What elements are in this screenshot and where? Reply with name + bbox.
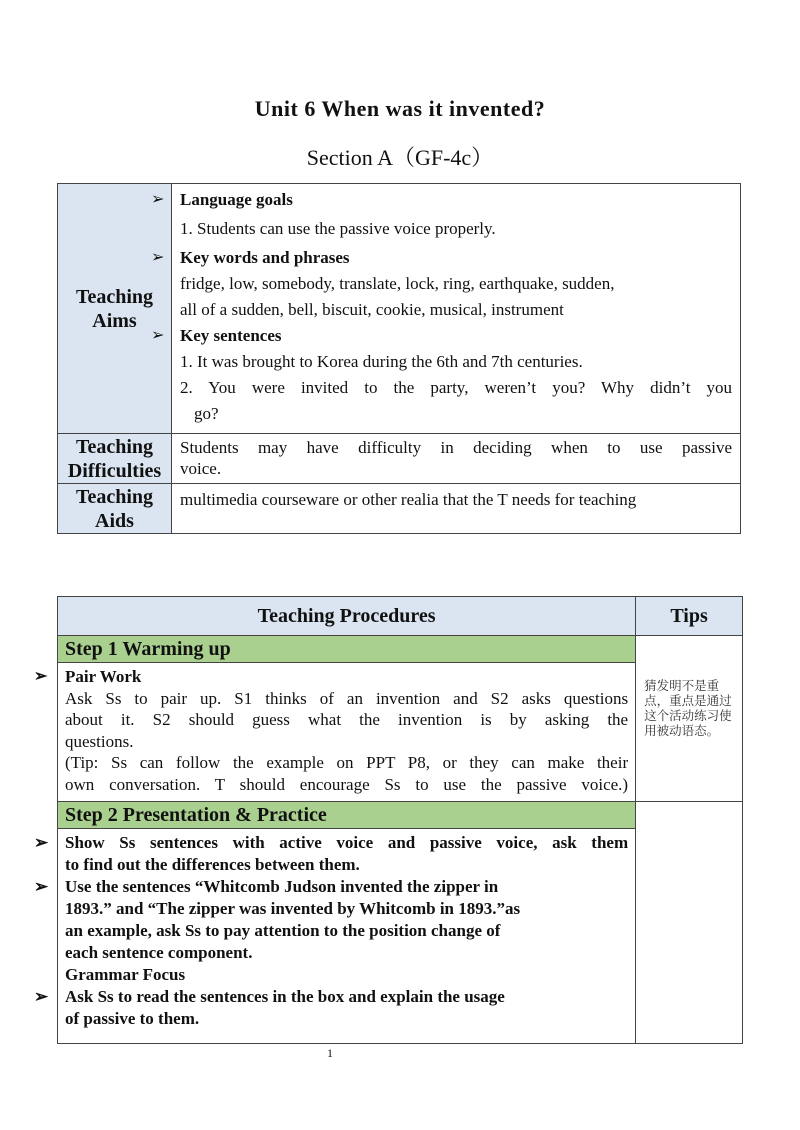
key-words-label: Key words and phrases	[180, 248, 350, 267]
key-words-line: all of a sudden, bell, biscuit, cookie, musical, instrument	[180, 300, 564, 319]
step1-title-row	[58, 636, 743, 663]
step2-line: 1893.” and “The zipper was invented by Whitcomb in 1893.”as	[65, 899, 521, 918]
procedures-header: Teaching Procedures	[58, 597, 636, 636]
step2-line: of passive to them.	[65, 1009, 200, 1028]
aims-header-line1: Teaching	[75, 285, 154, 308]
key-sentences-heading	[151, 323, 732, 349]
aims-row	[58, 184, 741, 434]
arrow-bullet-icon: ➢	[34, 877, 49, 896]
aids-header	[58, 484, 172, 534]
document-subtitle: Section A（GF-4c）	[306, 145, 494, 170]
step1-line: about it. S2 should guess what the invention is by asking the	[65, 710, 629, 729]
difficulties-header-line2: Difficulties	[67, 459, 162, 482]
language-goal-item: 1. Students can use the passive voice properly.	[180, 219, 496, 238]
step1-line: Ask Ss to pair up. S1 thinks of an invention and S2 asks questions	[65, 688, 629, 708]
page-number: 1	[327, 1046, 333, 1060]
step2-title: Step 2 Presentation & Practice	[58, 802, 636, 829]
step2-bullet3	[34, 986, 628, 1030]
step2-line: to find out the differences between them.	[65, 855, 360, 874]
difficulties-header-line1: Teaching	[75, 435, 154, 458]
aids-row	[58, 484, 741, 534]
step2-line: an example, ask Ss to pay attention to the position change of	[65, 921, 501, 940]
aims-header	[58, 184, 172, 434]
step2-bullet2	[34, 876, 628, 964]
step2-line: Ask Ss to read the sentences in the box and explain the usage	[65, 987, 505, 1006]
aids-text: multimedia courseware or other realia that the T needs for teaching	[180, 490, 637, 509]
difficulties-line: voice.	[180, 459, 222, 478]
step1-title: Step 1 Warming up	[58, 636, 636, 663]
key-sentence-item: 2. You were invited to the party, weren’t you? Why didn’t you	[180, 378, 732, 397]
pair-work-heading	[34, 666, 628, 688]
difficulties-header	[58, 434, 172, 484]
document-title: Unit 6 When was it invented?	[254, 96, 546, 121]
difficulties-line: Students may have difficulty in deciding when to use passive	[180, 438, 732, 457]
step2-tip	[636, 802, 743, 1044]
arrow-bullet-icon: ➢	[34, 668, 48, 685]
key-words-line: fridge, low, somebody, translate, lock, ring, earthquake, sudden,	[180, 274, 615, 293]
aims-header-line2: Aims	[92, 309, 137, 332]
tips-header: Tips	[636, 597, 743, 636]
arrow-bullet-icon: ➢	[151, 191, 165, 208]
teaching-aims-table	[57, 183, 741, 534]
step2-line: Show Ss sentences with active voice and passive voice, ask them	[65, 833, 629, 852]
pair-work-label: Pair Work	[65, 667, 142, 686]
key-words-heading	[151, 245, 732, 271]
teaching-procedures-table	[34, 596, 743, 1044]
step1-body	[34, 663, 636, 802]
arrow-bullet-icon: ➢	[151, 249, 165, 266]
key-sentence-item-cont: go?	[194, 404, 219, 423]
difficulties-body	[172, 434, 741, 484]
procedures-header-row	[58, 597, 743, 636]
key-sentence-item: 1. It was brought to Korea during the 6th and 7th centuries.	[180, 352, 583, 371]
difficulties-row	[58, 434, 741, 484]
step2-body	[34, 829, 636, 1044]
step2-line: Use the sentences “Whitcomb Judson invented the zipper in	[65, 877, 499, 896]
language-goals-heading	[151, 187, 732, 213]
language-goals-label: Language goals	[180, 190, 293, 209]
aids-body	[172, 484, 741, 534]
step2-line: each sentence component.	[65, 943, 253, 962]
grammar-focus-heading: Grammar Focus	[65, 965, 186, 984]
aids-header-line1: Teaching	[75, 485, 154, 508]
arrow-bullet-icon: ➢	[151, 327, 165, 344]
aids-header-line2: Aids	[95, 509, 134, 532]
key-sentences-label: Key sentences	[180, 326, 282, 345]
step2-bullet1	[34, 832, 629, 876]
arrow-bullet-icon: ➢	[34, 833, 49, 852]
step1-line: (Tip: Ss can follow the example on PPT P8, or they can make their	[65, 753, 629, 772]
step1-tip: 猜发明不是重点，重点是通过这个活动练习使用被动语态。	[636, 636, 743, 802]
aims-body	[151, 184, 741, 434]
step1-line: own conversation. T should encourage Ss to use the passive voice.)	[65, 774, 629, 794]
step1-line: questions.	[65, 731, 134, 751]
arrow-bullet-icon: ➢	[34, 987, 49, 1006]
step2-title-row	[58, 802, 743, 829]
